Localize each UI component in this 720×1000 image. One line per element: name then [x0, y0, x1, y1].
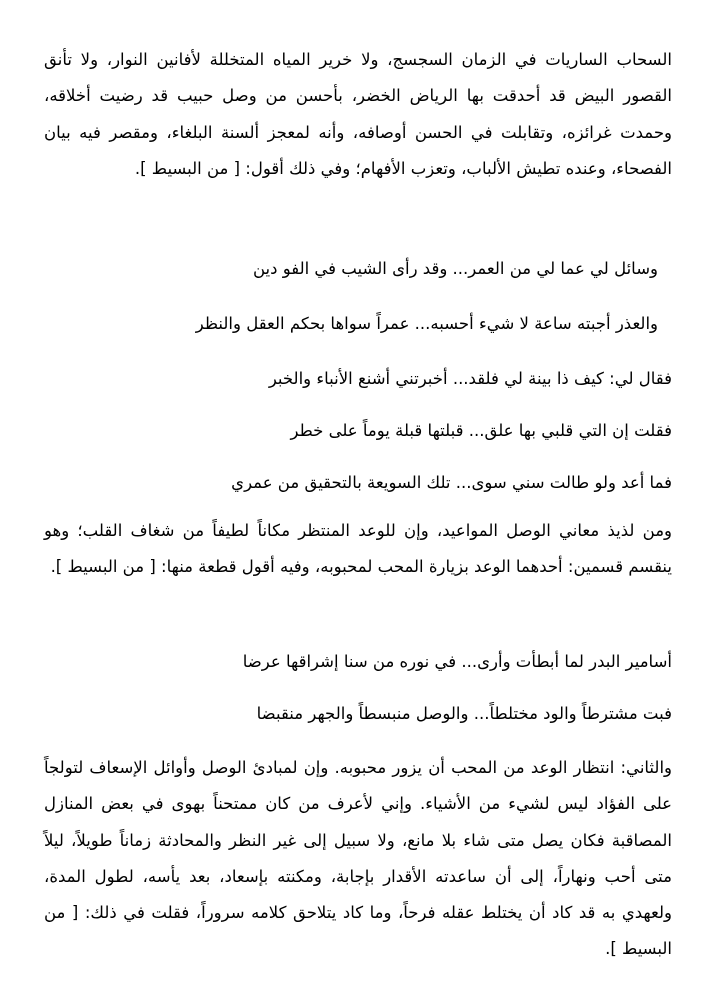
paragraph-intro: السحاب الساريات في الزمان السجسج، ولا خرير المياه المتخللة لأفانين النوار، ولا تأنق القصور البيض قد أحدقت بها الرياض الخضر، بأحسن من وصل حبيب قد رضيت أخلاقه، وحمدت غرائزه، وتقابلت في الحسن أوصافه، وأنه لمعجز ألسنة البلغاء، ومقصر فيه بيان الفصحاء، وعنده تطيش الألباب، وتعزب الأفهام؛ وفي ذلك أقول: [ من البسيط ].	[44, 50, 672, 178]
verse-line: فبت مشترطاً والود مختلطاً... والوصل منبسطاً والجهر منقبضا	[256, 704, 672, 723]
verse-line: والعذر أجبته ساعة لا شيء أحسبه... عمراً سواها بحكم العقل والنظر	[195, 314, 658, 333]
verse-line: أسامير البدر لما أبطأت وأرى... في نوره من سنا إشراقها عرضا	[242, 652, 672, 671]
verse-line: فما أعد ولو طالت سني سوى... تلك السويعة بالتحقيق من عمري	[231, 473, 672, 492]
verse-line: وسائل لي عما لي من العمر... وقد رأى الشيب في الفو دين	[252, 259, 658, 278]
paragraph-second-kind: والثاني: انتظار الوعد من المحب أن يزور محبوبه. وإن لمبادئ الوصل وأوائل الإسعاف لتولجاً على الفؤاد ليس لشيء من الأشياء. وإني لأعرف من كان ممتحناً بهوى في بعض المنازل المصاقبة فكان يصل متى شاء بلا مانع، ولا سبيل إلى غير النظر والمحادثة زماناً طويلاً، ليلاً متى أحب ونهاراً، إلى أن ساعدته الأقدار بإجابة، ومكنته بإسعاد، بعد يأسه، لطول المدة، ولعهدي به قد كاد أن يختلط عقله فرحاً، وما كاد يتلاحق كلامه سروراً، فقلت في ذلك: [ من البسيط ].	[44, 758, 672, 959]
verse-line: فقلت إن التي قلبي بها علق... قبلتها قبلة يوماً على خطر	[290, 421, 672, 440]
verse-line: فقال لي: كيف ذا بينة لي فلقد... أخبرتني أشنع الأنباء والخبر	[268, 369, 672, 388]
paragraph-promises: ومن لذيذ معاني الوصل المواعيد، وإن للوعد المنتظر مكاناً لطيفاً من شغاف القلب؛ وهو ينقسم قسمين: أحدهما الوعد بزيارة المحب لمحبوبه، وفيه أقول قطعة منها: [ من البسيط ].	[44, 521, 672, 577]
